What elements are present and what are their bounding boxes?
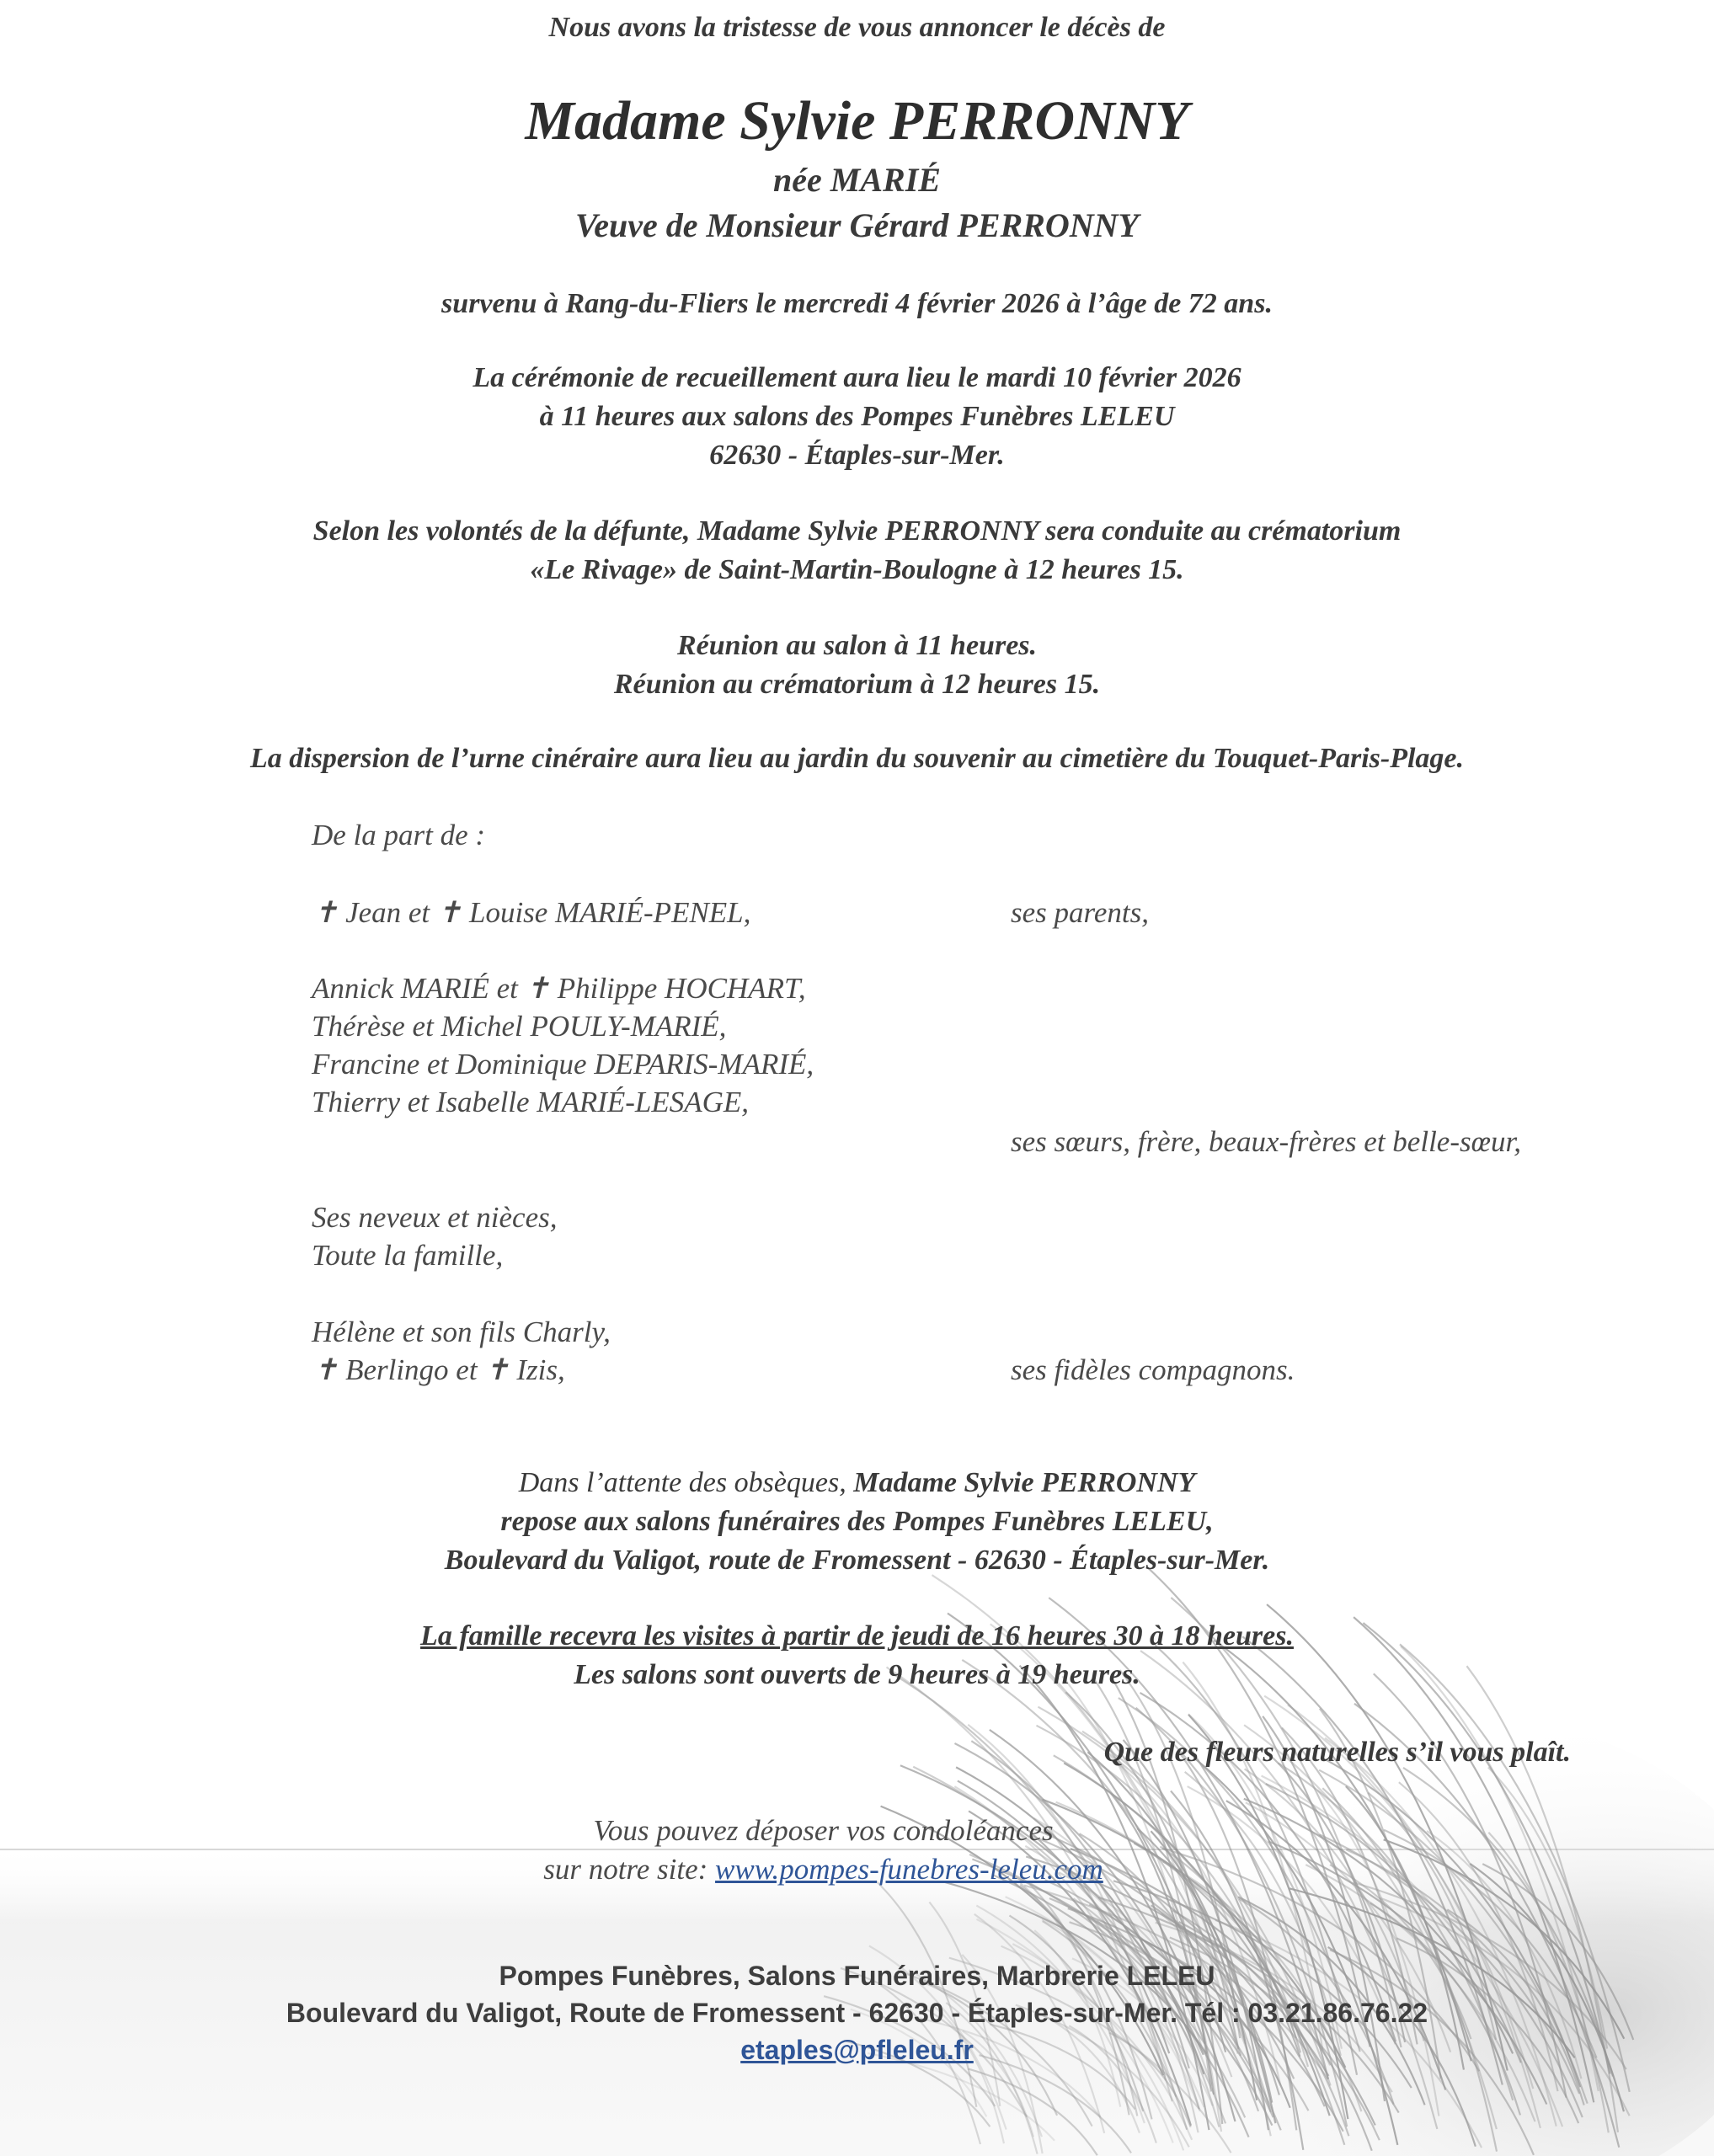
meeting-salon: Réunion au salon à 11 heures. — [676, 630, 1038, 661]
sibling-thierry: Thierry et Isabelle MARIÉ-LESAGE, — [312, 1086, 750, 1118]
pets-relation: ses fidèles compagnons. — [1011, 1353, 1295, 1386]
visits-line: La famille recevra les visites à partir de jeudi de 16 heures 30 à 18 heures. — [420, 1620, 1294, 1652]
opening-hours: Les salons sont ouverts de 9 heures à 19 heures. — [574, 1659, 1140, 1690]
condolences-line-1: Vous pouvez déposer vos condoléances — [593, 1814, 1054, 1847]
sibling-annick-name: Annick MARIÉ et — [312, 972, 526, 1005]
condolences-prefix: sur notre site: — [543, 1853, 716, 1886]
footer-email — [0, 2035, 1714, 2066]
crematorium-line-1: Selon les volontés de la défunte, Madame Sylvie PERRONNY sera conduite au crématorium — [312, 515, 1402, 547]
pets-line — [313, 1353, 565, 1387]
cross-icon: ✝ — [525, 972, 550, 1005]
intro-text: Nous avons la tristesse de vous annoncer le décès de — [548, 12, 1166, 43]
rest-line-1 — [0, 1467, 1714, 1499]
from-label: De la part de : — [312, 819, 486, 851]
sibling-francine: Francine et Dominique DEPARIS-MARIÉ, — [312, 1048, 814, 1081]
funeral-website-link[interactable]: www.pompes-funebres-leleu.com — [715, 1853, 1103, 1886]
deceased-name: Madame Sylvie PERRONNY — [525, 90, 1189, 152]
rest-line-2: repose aux salons funéraires des Pompes Funèbres LELEU, — [500, 1506, 1214, 1537]
ceremony-line-1: La cérémonie de recueillement aura lieu le mardi 10 février 2026 — [473, 362, 1241, 393]
footer-address: Boulevard du Valigot, Route de Fromessent - 62630 - Étaples-sur-Mer. Tél : 03.21.86.76.22 — [286, 1998, 1428, 2028]
cross-icon: ✝ — [313, 1353, 339, 1386]
rest-prefix: Dans l’attente des obsèques, — [518, 1467, 854, 1498]
birth-name: née MARIÉ — [773, 161, 941, 199]
pet-izis: Izis, — [516, 1353, 565, 1386]
parents-relation: ses parents, — [1011, 896, 1149, 929]
parent-jean: Jean et — [345, 896, 437, 929]
footer-company: Pompes Funèbres, Salons Funéraires, Marbrerie LELEU — [499, 1961, 1215, 1991]
siblings-relation: ses sœurs, frère, beaux-frères et belle-sœur, — [1011, 1125, 1521, 1158]
widow-of: Veuve de Monsieur Gérard PERRONNY — [575, 206, 1139, 244]
ceremony-line-3: 62630 - Étaples-sur-Mer. — [709, 440, 1005, 471]
rest-name: Madame Sylvie PERRONNY — [853, 1467, 1196, 1498]
helene-line: Hélène et son fils Charly, — [312, 1315, 611, 1348]
ceremony-line-2: à 11 heures aux salons des Pompes Funèbres LELEU — [539, 401, 1175, 432]
crematorium-line-2: «Le Rivage» de Saint-Martin-Boulogne à 12 heures 15. — [530, 554, 1184, 585]
email-link[interactable]: etaples@pfleleu.fr — [740, 2035, 974, 2065]
cross-icon: ✝ — [436, 896, 462, 929]
condolences-line-2 — [0, 1853, 1680, 1886]
cross-icon: ✝ — [484, 1353, 510, 1386]
sibling-annick — [312, 972, 806, 1006]
death-line: survenu à Rang-du-Fliers le mercredi 4 février 2026 à l’âge de 72 ans. — [441, 288, 1273, 319]
sibling-philippe-name: Philippe HOCHART, — [557, 972, 806, 1005]
parents-names — [313, 896, 750, 930]
cross-icon: ✝ — [313, 896, 339, 929]
pet-berlingo: Berlingo et — [345, 1353, 485, 1386]
meeting-crematorium: Réunion au crématorium à 12 heures 15. — [613, 669, 1101, 700]
sibling-therese: Thérèse et Michel POULY-MARIÉ, — [312, 1010, 727, 1043]
whole-family-line: Toute la famille, — [312, 1239, 504, 1272]
parent-louise: Louise MARIÉ-PENEL, — [468, 896, 751, 929]
rest-line-3: Boulevard du Valigot, route de Fromessent - 62630 - Étaples-sur-Mer. — [444, 1545, 1270, 1576]
flowers-note: Que des fleurs naturelles s’il vous plaît. — [1103, 1737, 1571, 1768]
dispersion-line: La dispersion de l’urne cinéraire aura lieu au jardin du souvenir au cimetière du Touquet-Paris-Plage. — [249, 743, 1464, 774]
nephews-line: Ses neveux et nièces, — [312, 1201, 558, 1234]
